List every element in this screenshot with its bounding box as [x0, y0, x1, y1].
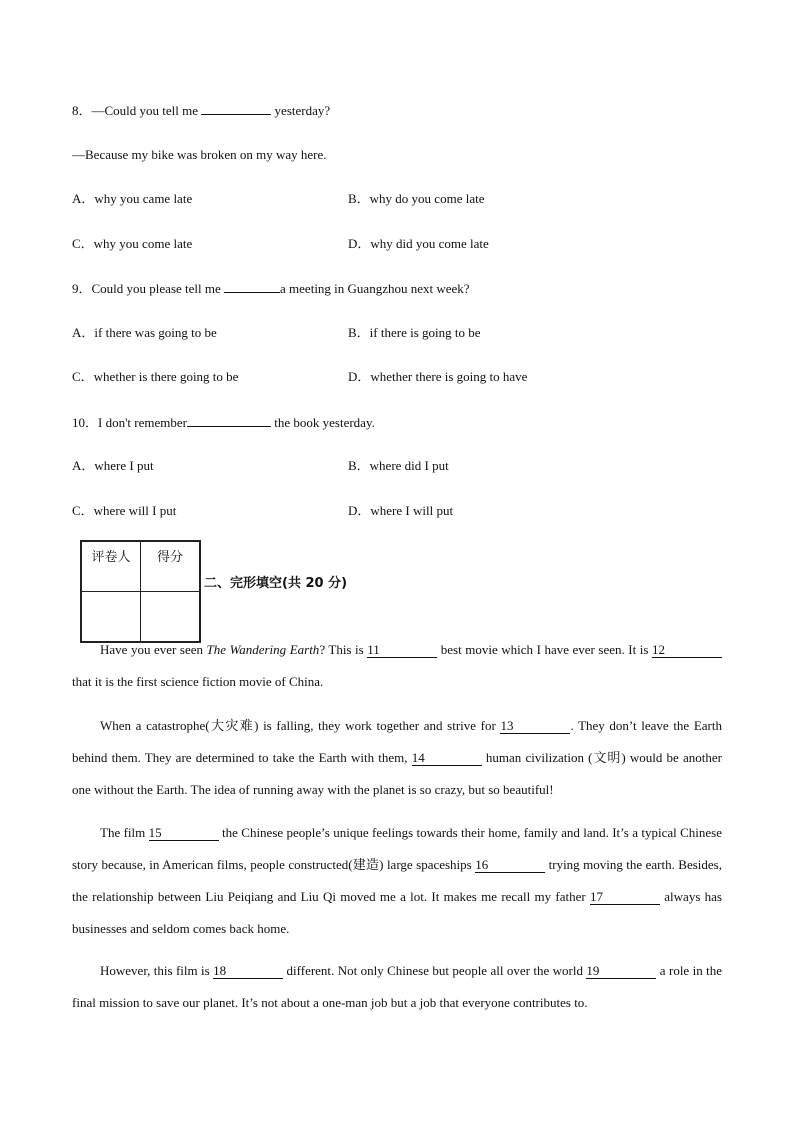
- paragraph-text: Have you ever seen: [100, 642, 207, 657]
- option-d[interactable]: D．whether there is going to have: [348, 369, 528, 384]
- blank-15[interactable]: 15: [149, 826, 219, 841]
- paragraph-text: When a catastrophe(大灾难) is falling, they work together and strive for: [100, 718, 501, 733]
- cloze-paragraph-2: [72, 710, 722, 806]
- question-stem-end: a meeting in Guangzhou next week?: [280, 281, 470, 296]
- answer-blank[interactable]: [187, 413, 271, 427]
- question-9: [72, 279, 470, 298]
- paragraph-text: that it is the first science fiction movie of China.: [72, 674, 324, 689]
- option-c[interactable]: C．whether is there going to be: [72, 369, 239, 384]
- answer-blank[interactable]: [224, 279, 280, 293]
- paragraph-text: best movie which I have ever seen. It is: [437, 642, 652, 657]
- option-a[interactable]: A．where I put: [72, 458, 154, 473]
- question-8-reply: —Because my bike was broken on my way here.: [72, 147, 327, 162]
- paragraph-text: trying moving the earth. Besides, the relationship between Liu Peiqiang and Liu Qi moved me a lot. It makes me recall my father: [72, 857, 722, 904]
- cloze-paragraph-4: [72, 955, 722, 1019]
- movie-title: The Wandering Earth: [206, 642, 320, 657]
- paragraph-text: different. Not only Chinese but people all over the world: [283, 963, 587, 978]
- paragraph-text: always has businesses and seldom comes back home.: [72, 889, 722, 936]
- paragraph-text: ? This is: [319, 642, 368, 657]
- paragraph-text: The film: [100, 825, 149, 840]
- score-header: 得分: [141, 541, 201, 592]
- option-b[interactable]: B．where did I put: [348, 458, 449, 473]
- paragraph-text: the Chinese people’s unique feelings towards their home, family and land. It’s a typical Chinese story because, in American films, people constructed(建造) large spaceships: [72, 825, 722, 872]
- question-stem-end: yesterday?: [274, 103, 331, 118]
- question-number: 9．: [72, 281, 92, 296]
- question-number: 8．: [72, 103, 92, 118]
- blank-19[interactable]: 19: [586, 964, 656, 979]
- blank-18[interactable]: 18: [213, 964, 283, 979]
- question-8: [72, 101, 330, 120]
- option-d[interactable]: D．where I will put: [348, 503, 454, 518]
- paragraph-text: human civilization (文明) would be another one without the Earth. The idea of running away with the planet is so crazy, but so beautiful!: [72, 750, 722, 797]
- cloze-paragraph-1: [72, 634, 722, 698]
- option-c[interactable]: C．why you come late: [72, 236, 193, 251]
- question-10: [72, 413, 375, 432]
- blank-13[interactable]: 13: [500, 719, 570, 734]
- option-d[interactable]: D．why did you come late: [348, 236, 489, 251]
- answer-blank[interactable]: [201, 101, 271, 115]
- option-a[interactable]: A．why you came late: [72, 191, 193, 206]
- option-b[interactable]: B．why do you come late: [348, 191, 485, 206]
- blank-11[interactable]: 11: [367, 643, 437, 658]
- paragraph-text: . They don’t leave the Earth behind them. They are determined to take the Earth with them,: [72, 718, 722, 765]
- question-stem: I don't remember: [98, 415, 187, 430]
- question-stem-end: the book yesterday.: [274, 415, 375, 430]
- blank-16[interactable]: 16: [475, 858, 545, 873]
- score-table: [80, 540, 201, 643]
- option-c[interactable]: C．where will I put: [72, 503, 177, 518]
- question-number: 10．: [72, 415, 99, 430]
- grader-header: 评卷人: [81, 541, 141, 592]
- option-b[interactable]: B．if there is going to be: [348, 325, 481, 340]
- cloze-paragraph-3: [72, 817, 722, 945]
- blank-14[interactable]: 14: [412, 751, 482, 766]
- question-stem: —Could you tell me: [91, 103, 199, 118]
- blank-17[interactable]: 17: [590, 890, 660, 905]
- blank-12[interactable]: 12: [652, 643, 722, 658]
- paragraph-text: However, this film is: [100, 963, 214, 978]
- section-title: 二、完形填空(共 20 分): [204, 576, 348, 591]
- paragraph-text: a role in the final mission to save our planet. It’s not about a one-man job but a job that everyone contributes to.: [72, 963, 722, 1010]
- option-a[interactable]: A．if there was going to be: [72, 325, 217, 340]
- question-stem: Could you please tell me: [91, 281, 221, 296]
